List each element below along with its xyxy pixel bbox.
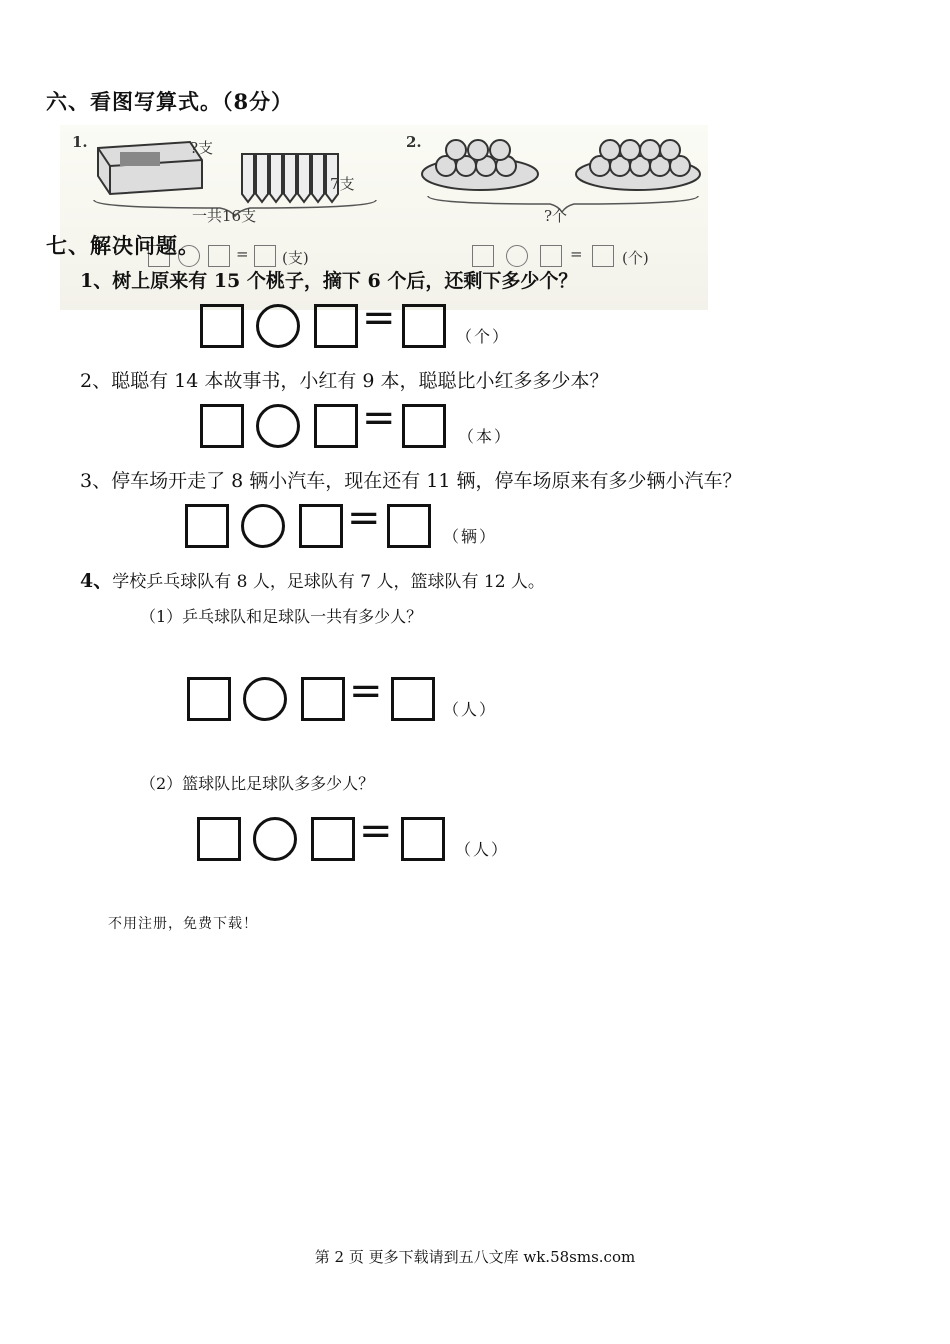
problem-1-text: 1、树上原来有 15 个桃子，摘下 6 个后，还剩下多少个？ — [80, 270, 578, 292]
answer-box[interactable] — [200, 304, 244, 348]
figure-2-answer-box — [540, 245, 562, 267]
unit-label: （人） — [455, 840, 510, 859]
problem-2-equation — [200, 395, 520, 448]
pencil-box — [98, 142, 202, 194]
figure-2-number: 2. — [406, 133, 422, 151]
answer-box[interactable] — [301, 677, 345, 721]
answer-box[interactable] — [299, 504, 343, 548]
apple-plate — [576, 140, 700, 190]
figure-1-known-label: 7支 — [330, 175, 355, 193]
problem-4-text — [80, 566, 545, 593]
problem-4-sub-1-text: （1）乒乓球队和足球队一共有多少人？ — [140, 607, 423, 626]
answer-box[interactable] — [200, 404, 244, 448]
answer-box[interactable] — [402, 404, 446, 448]
page-footer: 第 2 页 更多下载请到五八文库 wk.58sms.com — [314, 1248, 636, 1266]
figure-2-unit: (个) — [622, 249, 649, 267]
figure-1-answer-box — [254, 245, 276, 267]
section-6-title: 六、看图写算式。（8分） — [46, 89, 294, 114]
equals-sign: = — [362, 295, 396, 341]
answer-box[interactable] — [402, 304, 446, 348]
equals-sign: = — [349, 668, 383, 714]
figure-1-total-label: 一共16支 — [192, 207, 257, 225]
answer-box[interactable] — [311, 817, 355, 861]
free-download-note: 不用注册，免费下载！ — [108, 916, 258, 932]
operator-circle[interactable] — [253, 817, 297, 861]
unit-label: （人） — [443, 700, 498, 719]
answer-box[interactable] — [187, 677, 231, 721]
problem-4-sub-2-equation — [197, 808, 517, 861]
problem-4-sub-2-text: （2）篮球队比足球队多多少人？ — [140, 774, 375, 793]
answer-box[interactable] — [314, 404, 358, 448]
unit-label: （个） — [456, 327, 511, 346]
problem-2-text: 2、聪聪有 14 本故事书，小红有 9 本，聪聪比小红多多少本？ — [80, 370, 609, 392]
problem-3-text: 3、停车场开走了 8 辆小汽车，现在还有 11 辆，停车场原来有多少辆小汽车？ — [80, 470, 742, 492]
problem-4-statement: 学校乒乓球队有 8 人，足球队有 7 人，篮球队有 12 人。 — [112, 572, 545, 592]
problem-3-equation — [185, 495, 505, 548]
figure-2-equals: = — [570, 245, 583, 263]
operator-circle[interactable] — [243, 677, 287, 721]
figure-1-equals: = — [236, 245, 249, 263]
figure-1-number: 1. — [72, 133, 88, 151]
equals-sign: = — [362, 395, 396, 441]
apple-plate — [422, 140, 538, 190]
answer-box[interactable] — [314, 304, 358, 348]
equals-sign: = — [347, 495, 381, 541]
figure-2-answer-box — [592, 245, 614, 267]
figure-1-answer-box — [208, 245, 230, 267]
figure-2-operator-circle — [506, 245, 528, 267]
equals-sign: = — [359, 808, 393, 854]
figure-1-unknown-label: ?支 — [190, 139, 214, 157]
answer-box[interactable] — [401, 817, 445, 861]
figure-2-answer-box — [472, 245, 494, 267]
unit-label: （辆） — [443, 527, 498, 546]
operator-circle[interactable] — [256, 404, 300, 448]
answer-box[interactable] — [391, 677, 435, 721]
answer-box[interactable] — [197, 817, 241, 861]
unit-label: （本） — [458, 427, 513, 446]
problem-4-number: 4、 — [80, 570, 113, 592]
answer-box[interactable] — [387, 504, 431, 548]
operator-circle[interactable] — [256, 304, 300, 348]
pencil-group — [242, 154, 338, 202]
problem-1-equation — [200, 295, 520, 348]
answer-box[interactable] — [185, 504, 229, 548]
figure-1-unit: (支) — [282, 249, 309, 267]
operator-circle[interactable] — [241, 504, 285, 548]
section-7-title: 七、解决问题。 — [46, 233, 200, 258]
figure-2-unknown-label: ?个 — [544, 207, 568, 225]
problem-4-sub-1-equation — [187, 668, 507, 721]
